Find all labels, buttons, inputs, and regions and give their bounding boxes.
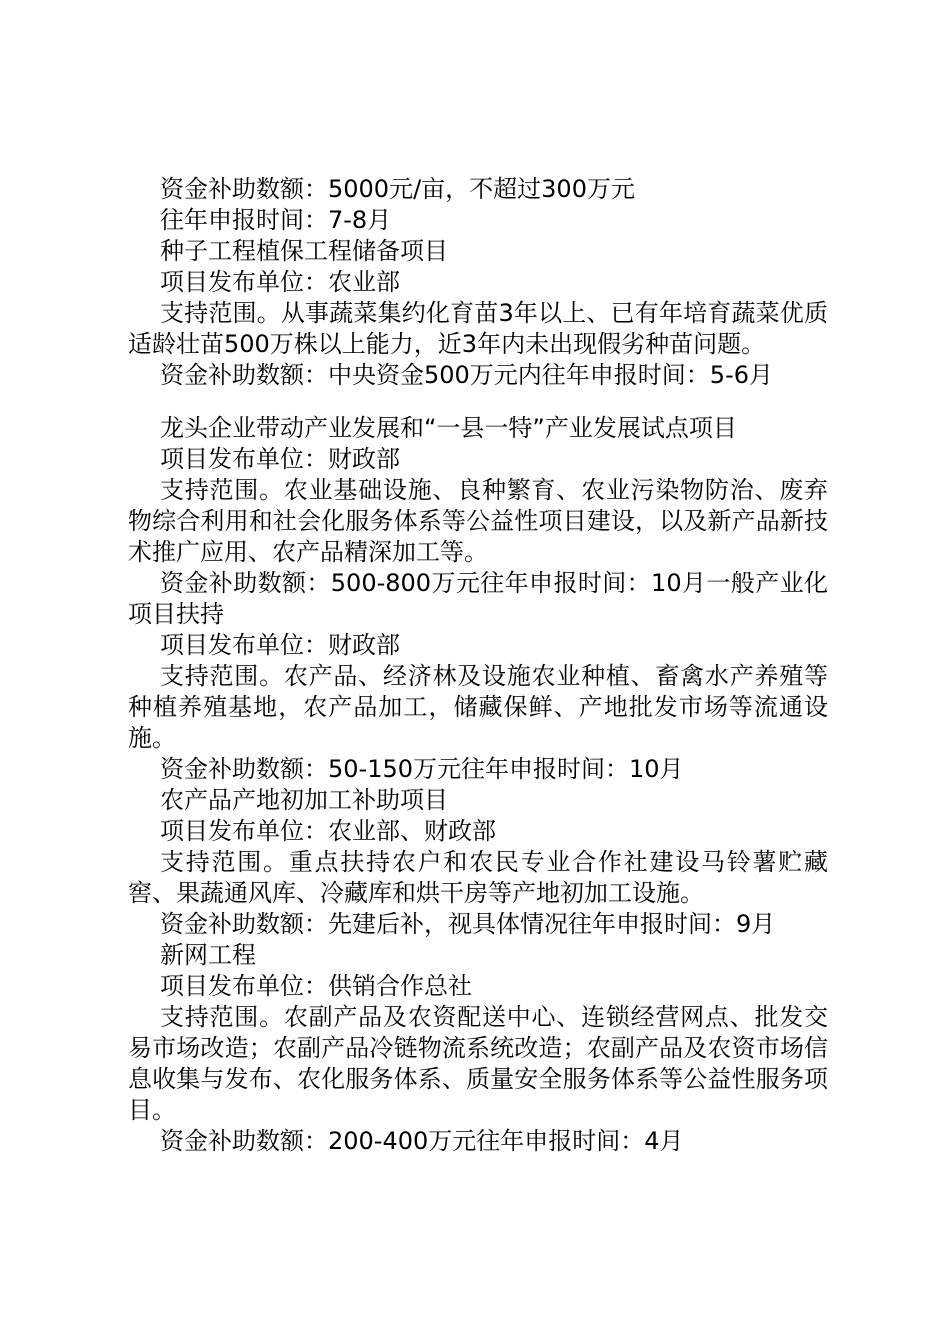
paragraph-project-title-primary-processing: 农产品产地初加工补助项目 xyxy=(160,786,448,814)
paragraph-support-scope-industrialization: 支持范围。农产品、经济林及设施农业种植、畜禽水产养殖等种植养殖基地，农产品加工，储藏保鲜、产地批发市场等流通设施。 xyxy=(128,662,828,752)
paragraph-issuing-unit-new-network: 项目发布单位：供销合作总社 xyxy=(160,972,472,1000)
paragraph-support-scope-leading-enterprise: 支持范围。农业基础设施、良种繁育、农业污染物防治、废弃物综合利用和社会化服务体系等公益性项目建设，以及新产品新技术推广应用、农产品精深加工等。 xyxy=(128,476,828,566)
paragraph-funding-and-time-industrialization: 资金补助数额：50-150万元往年申报时间：10月 xyxy=(160,755,684,783)
paragraph-issuing-unit-seed-engineering: 项目发布单位：农业部 xyxy=(160,268,400,296)
paragraph-support-scope-new-network: 支持范围。农副产品及农资配送中心、连锁经营网点、批发交易市场改造；农副产品冷链物流系统改造；农副产品及农资市场信息收集与发布、农化服务体系、质量安全服务体系等公益性服务项目。 xyxy=(128,1003,828,1124)
paragraph-issuing-unit-leading-enterprise: 项目发布单位：财政部 xyxy=(160,445,400,473)
paragraph-project-title-seed-engineering: 种子工程植保工程储备项目 xyxy=(160,237,448,265)
paragraph-issuing-unit-primary-processing: 项目发布单位：农业部、财政部 xyxy=(160,817,496,845)
paragraph-issuing-unit-industrialization: 项目发布单位：财政部 xyxy=(160,631,400,659)
paragraph-application-time-seedling: 往年申报时间：7-8月 xyxy=(160,206,392,234)
paragraph-funding-and-time-leading-enterprise: 资金补助数额：500-800万元往年申报时间：10月一般产业化项目扶持 xyxy=(128,569,828,628)
paragraph-funding-and-time-primary-processing: 资金补助数额：先建后补，视具体情况往年申报时间：9月 xyxy=(160,910,776,938)
paragraph-project-title-leading-enterprise: 龙头企业带动产业发展和“一县一特”产业发展试点项目 xyxy=(160,414,737,442)
paragraph-funding-amount-seedling: 资金补助数额：5000元/亩，不超过300万元 xyxy=(160,175,635,203)
paragraph-funding-and-time-new-network: 资金补助数额：200-400万元往年申报时间：4月 xyxy=(160,1127,684,1155)
document-body xyxy=(128,174,828,1157)
paragraph-support-scope-seed-engineering: 支持范围。从事蔬菜集约化育苗3年以上、已有年培育蔬菜优质适龄壮苗500万株以上能力，近3年内未出现假劣种苗问题。 xyxy=(128,299,828,358)
paragraph-support-scope-primary-processing: 支持范围。重点扶持农户和农民专业合作社建设马铃薯贮藏窖、果蔬通风库、冷藏库和烘干房等产地初加工设施。 xyxy=(128,848,828,907)
paragraph-funding-and-time-seed-engineering: 资金补助数额：中央资金500万元内往年申报时间：5-6月 xyxy=(160,361,774,389)
paragraph-project-title-new-network: 新网工程 xyxy=(160,941,256,969)
paragraph-gap xyxy=(128,391,828,413)
